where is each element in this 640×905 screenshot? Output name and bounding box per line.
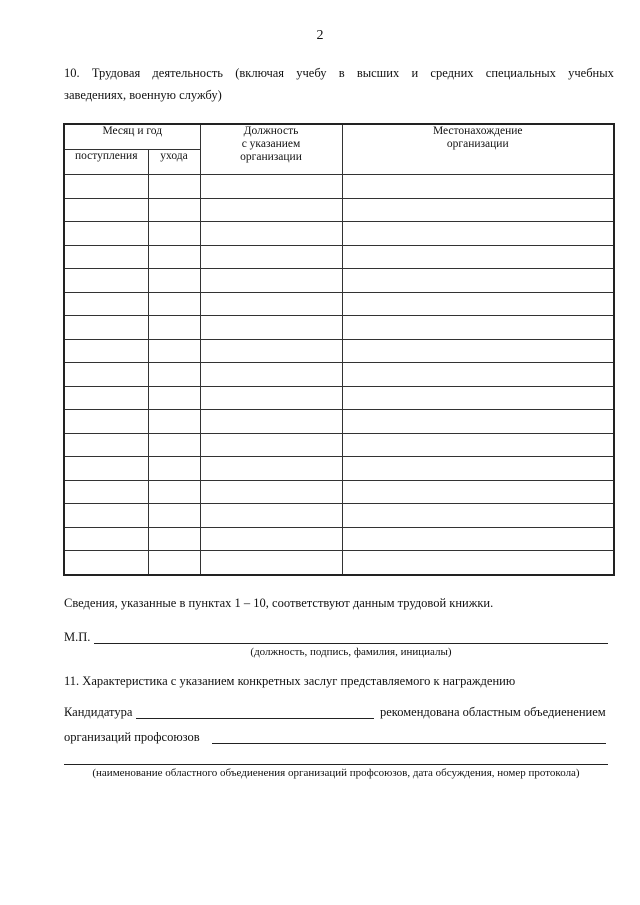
location-cell[interactable] bbox=[342, 222, 614, 246]
confirmation-text: Сведения, указанные в пунктах 1 – 10, соответствуют данным трудовой книжки. bbox=[64, 596, 494, 610]
entry-cell[interactable] bbox=[64, 527, 148, 551]
entry-cell[interactable] bbox=[64, 410, 148, 434]
location-cell[interactable] bbox=[342, 527, 614, 551]
location-cell[interactable] bbox=[342, 363, 614, 387]
candidacy-label: Кандидатура bbox=[64, 705, 133, 719]
table-row bbox=[64, 527, 614, 551]
exit-cell[interactable] bbox=[148, 504, 200, 528]
position-cell[interactable] bbox=[200, 269, 342, 293]
position-cell[interactable] bbox=[200, 504, 342, 528]
table-row bbox=[64, 386, 614, 410]
exit-cell[interactable] bbox=[148, 292, 200, 316]
section-11-title: 11. Характеристика с указанием конкретных заслуг представляемого к награждению bbox=[64, 674, 516, 688]
entry-cell[interactable] bbox=[64, 457, 148, 481]
entry-cell[interactable] bbox=[64, 480, 148, 504]
table-row bbox=[64, 269, 614, 293]
exit-cell[interactable] bbox=[148, 339, 200, 363]
exit-cell[interactable] bbox=[148, 198, 200, 222]
table-row bbox=[64, 339, 614, 363]
heading-word: в bbox=[338, 66, 345, 80]
table-row bbox=[64, 457, 614, 481]
location-cell[interactable] bbox=[342, 245, 614, 269]
position-cell[interactable] bbox=[200, 316, 342, 340]
location-cell[interactable] bbox=[342, 504, 614, 528]
heading-word: специальных bbox=[485, 66, 556, 80]
table-row bbox=[64, 410, 614, 434]
exit-cell[interactable] bbox=[148, 433, 200, 457]
header-position-line: Должность bbox=[243, 125, 299, 137]
org-details-caption: (наименование областного объедиенения организаций профсоюзов, дата обсуждения, номер протокола) bbox=[92, 767, 580, 779]
entry-cell[interactable] bbox=[64, 245, 148, 269]
position-cell[interactable] bbox=[200, 363, 342, 387]
position-cell[interactable] bbox=[200, 222, 342, 246]
entry-cell[interactable] bbox=[64, 198, 148, 222]
table-row bbox=[64, 551, 614, 575]
header-location-line: организации bbox=[446, 138, 509, 150]
section-10-heading bbox=[64, 62, 614, 106]
position-cell[interactable] bbox=[200, 198, 342, 222]
location-cell[interactable] bbox=[342, 386, 614, 410]
position-cell[interactable] bbox=[200, 480, 342, 504]
heading-word: и bbox=[411, 66, 419, 80]
work-history-table bbox=[63, 123, 615, 576]
entry-cell[interactable] bbox=[64, 339, 148, 363]
header-position bbox=[200, 124, 342, 175]
position-cell[interactable] bbox=[200, 457, 342, 481]
position-cell[interactable] bbox=[200, 175, 342, 199]
entry-cell[interactable] bbox=[64, 433, 148, 457]
exit-cell[interactable] bbox=[148, 175, 200, 199]
position-cell[interactable] bbox=[200, 410, 342, 434]
entry-cell[interactable] bbox=[64, 363, 148, 387]
exit-cell[interactable] bbox=[148, 363, 200, 387]
signature-caption: (должность, подпись, фамилия, инициалы) bbox=[250, 646, 452, 658]
table-row bbox=[64, 245, 614, 269]
position-cell[interactable] bbox=[200, 433, 342, 457]
table-row bbox=[64, 480, 614, 504]
table-row bbox=[64, 363, 614, 387]
location-cell[interactable] bbox=[342, 410, 614, 434]
entry-cell[interactable] bbox=[64, 269, 148, 293]
page-number: 2 bbox=[316, 28, 324, 43]
header-location bbox=[342, 124, 614, 175]
exit-cell[interactable] bbox=[148, 245, 200, 269]
entry-cell[interactable] bbox=[64, 386, 148, 410]
table-row bbox=[64, 433, 614, 457]
org-label: организаций профсоюзов bbox=[64, 730, 200, 744]
location-cell[interactable] bbox=[342, 457, 614, 481]
location-cell[interactable] bbox=[342, 551, 614, 575]
org-details-line[interactable] bbox=[64, 764, 608, 765]
table-row bbox=[64, 222, 614, 246]
header-entry: поступления bbox=[64, 150, 148, 175]
header-exit: ухода bbox=[148, 150, 200, 175]
position-cell[interactable] bbox=[200, 292, 342, 316]
entry-cell[interactable] bbox=[64, 316, 148, 340]
table-row bbox=[64, 292, 614, 316]
candidacy-name-line[interactable] bbox=[136, 718, 374, 719]
heading-word: учебу bbox=[296, 66, 327, 80]
table-row bbox=[64, 504, 614, 528]
heading-word: 10. bbox=[64, 66, 80, 80]
location-cell[interactable] bbox=[342, 339, 614, 363]
location-cell[interactable] bbox=[342, 292, 614, 316]
exit-cell[interactable] bbox=[148, 316, 200, 340]
heading-word: (включая bbox=[235, 66, 285, 80]
exit-cell[interactable] bbox=[148, 222, 200, 246]
location-cell[interactable] bbox=[342, 433, 614, 457]
table-row bbox=[64, 198, 614, 222]
org-name-line[interactable] bbox=[212, 743, 606, 744]
heading-word: средних bbox=[430, 66, 474, 80]
location-cell[interactable] bbox=[342, 175, 614, 199]
location-cell[interactable] bbox=[342, 316, 614, 340]
entry-cell[interactable] bbox=[64, 292, 148, 316]
entry-cell[interactable] bbox=[64, 222, 148, 246]
header-location-line: Местонахождение bbox=[432, 125, 523, 137]
position-cell[interactable] bbox=[200, 245, 342, 269]
location-cell[interactable] bbox=[342, 480, 614, 504]
position-cell[interactable] bbox=[200, 386, 342, 410]
table-row bbox=[64, 175, 614, 199]
exit-cell[interactable] bbox=[148, 386, 200, 410]
location-cell[interactable] bbox=[342, 198, 614, 222]
header-position-line: с указанием bbox=[241, 138, 301, 150]
table-row bbox=[64, 316, 614, 340]
location-cell[interactable] bbox=[342, 269, 614, 293]
section-10-line2: заведениях, военную службу) bbox=[64, 88, 222, 102]
header-position-line: организации bbox=[240, 151, 302, 163]
exit-cell[interactable] bbox=[148, 410, 200, 434]
heading-word: учебных bbox=[568, 66, 614, 80]
entry-cell[interactable] bbox=[64, 175, 148, 199]
heading-word: Трудовая bbox=[91, 66, 141, 80]
entry-cell[interactable] bbox=[64, 504, 148, 528]
exit-cell[interactable] bbox=[148, 269, 200, 293]
section-10-line1 bbox=[64, 62, 614, 84]
header-month-year: Месяц и год bbox=[64, 124, 200, 150]
stamp-label: М.П. bbox=[64, 630, 91, 644]
exit-cell[interactable] bbox=[148, 527, 200, 551]
signature-line[interactable] bbox=[94, 643, 608, 644]
position-cell[interactable] bbox=[200, 339, 342, 363]
position-cell[interactable] bbox=[200, 551, 342, 575]
exit-cell[interactable] bbox=[148, 457, 200, 481]
exit-cell[interactable] bbox=[148, 551, 200, 575]
position-cell[interactable] bbox=[200, 527, 342, 551]
heading-word: высших bbox=[356, 66, 400, 80]
entry-cell[interactable] bbox=[64, 551, 148, 575]
recommended-text: рекомендована областным объедиенением bbox=[380, 705, 606, 719]
exit-cell[interactable] bbox=[148, 480, 200, 504]
heading-word: деятельность bbox=[152, 66, 223, 80]
